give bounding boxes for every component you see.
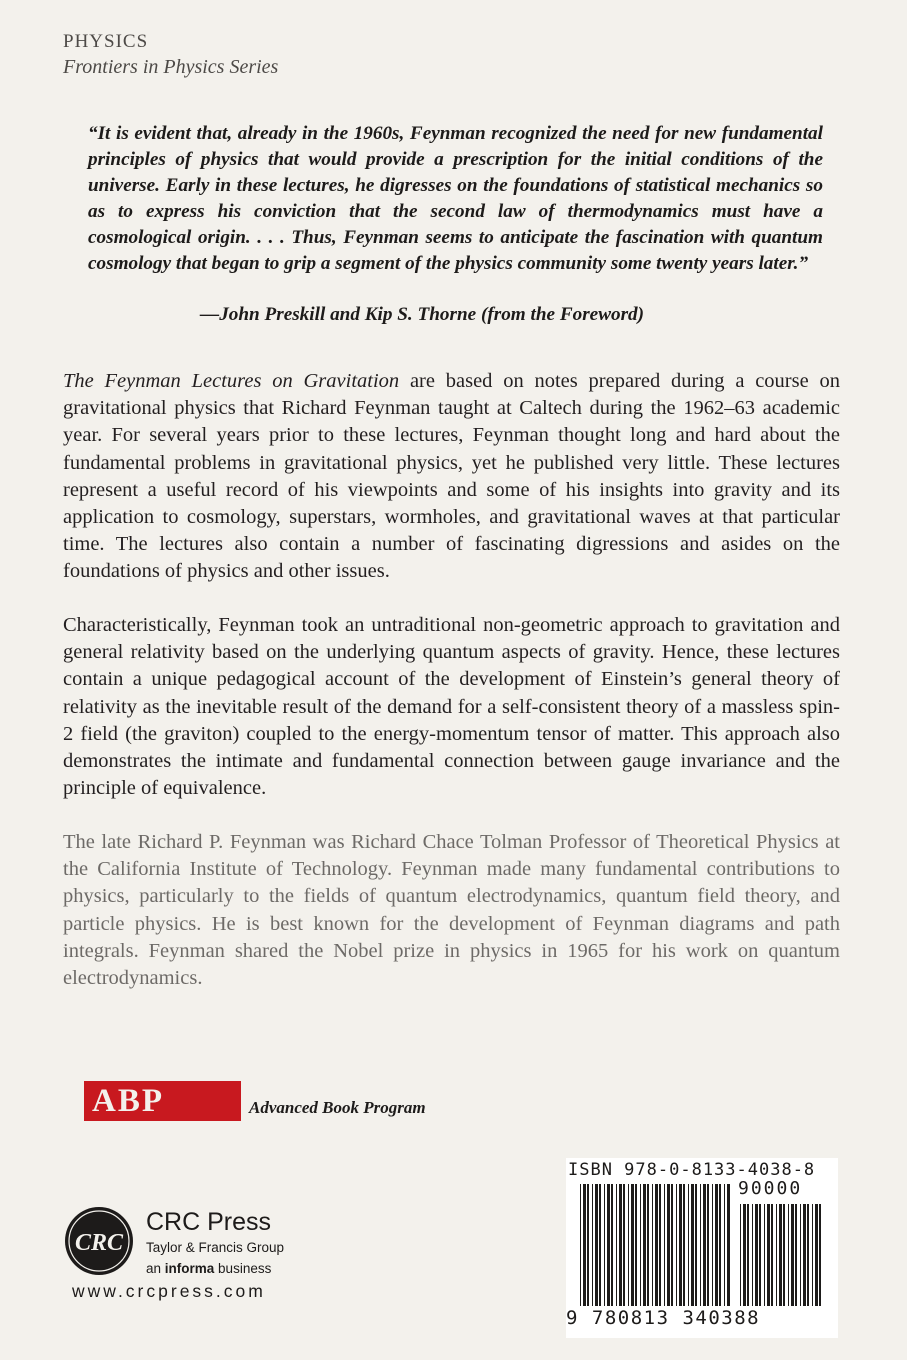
description-text-1: are based on notes prepared during a course on gravitational physics that Richard Feynman taught at Caltech during the 1962–63 academic year. For several years prior to these lectures, Feynman thought long and hard about the fundamental problems in gravitational physics, yet he published very little. These lectures represent a useful record of his viewpoints and some of his insights into gravity and its application to cosmology, superstars, wormholes, and gravitational waves at that particular time. The lectures also contain a number of fascinating digressions and asides on the foundations of physics and other issues. [63,370,840,583]
barcode-bar [688,1184,689,1306]
publisher-business [146,1261,271,1276]
barcode-bar [803,1204,806,1306]
barcode-bar [703,1184,706,1306]
barcode-bar [587,1184,589,1306]
barcode-bar [743,1204,746,1306]
book-title: The Feynman Lectures on Gravitation [63,370,400,392]
crc-logo-text: CRC [74,1230,124,1256]
abp-logo [84,1081,241,1121]
barcode-bar [776,1204,777,1306]
series-header [63,30,278,80]
barcode-bar [695,1184,697,1306]
business-suffix: business [214,1261,272,1276]
barcode-bar [719,1184,721,1306]
barcode-bar [759,1204,761,1306]
barcode-bar [635,1184,637,1306]
barcode-bar [640,1184,641,1306]
abp-label: Advanced Book Program [249,1098,426,1117]
barcode-bar [611,1184,613,1306]
crc-logo-icon [64,1206,134,1276]
barcode-bar [619,1184,622,1306]
barcode-bar [599,1184,601,1306]
barcode-bar [623,1184,625,1306]
barcode-bar [679,1184,682,1306]
barcode-bar [800,1204,801,1306]
publisher-block [64,1206,324,1316]
barcode-bar [788,1204,789,1306]
description-paragraph-1 [63,368,840,586]
barcode-bar [747,1204,749,1306]
barcode-bar [712,1184,713,1306]
barcode-bar [691,1184,694,1306]
barcode-bar [628,1184,629,1306]
barcode-bar [755,1204,758,1306]
barcode-bar [700,1184,701,1306]
publisher-group: Taylor & Francis Group [146,1240,285,1255]
quote-attribution: —John Preskill and Kip S. Thorne (from the Foreword) [200,304,645,325]
barcode-bar [664,1184,665,1306]
description-paragraph-2: Characteristically, Feynman took an untraditional non-geometric approach to gravitation and general relativity based on the underlying quantum aspects of gravity. Hence, these lectures contain a unique pedagogical account of the development of Einstein’s general theory of relativity as the inevitable result of the demand for a self-consistent theory of a massless spin-2 field (the graviton) coupled to the energy-momentum tensor of matter. This approach also demonstrates the intimate and fundamental connection between gauge invariance and the principle of equivalence. [63,614,840,800]
barcode-bar [783,1204,785,1306]
barcode-bar [676,1184,677,1306]
barcode-bar [604,1184,605,1306]
barcode-bar [767,1204,770,1306]
barcode-bar [580,1184,581,1306]
ean-digits: 9 780813 340388 [566,1307,761,1329]
publisher-name: CRC Press [146,1208,272,1236]
addon-digits: 90000 [738,1178,803,1199]
barcode-bar [764,1204,765,1306]
barcode-bar [607,1184,610,1306]
business-brand: informa [164,1261,215,1276]
barcode-bar [791,1204,794,1306]
subject-label: PHYSICS [63,31,149,52]
barcode-bar [795,1204,797,1306]
barcode-bar [715,1184,718,1306]
barcode-bar [595,1184,598,1306]
barcode-bar [671,1184,673,1306]
barcode-bar [631,1184,634,1306]
barcode-bar [583,1184,586,1306]
barcode-bar [652,1184,653,1306]
publisher-url: www.crcpress.com [72,1281,266,1301]
barcode-bar [779,1204,782,1306]
barcode-bar [812,1204,813,1306]
barcode-bar [643,1184,646,1306]
author-bio: The late Richard P. Feynman was Richard Chace Tolman Professor of Theoretical Physics at the California Institute of Technology. Feynman made many fundamental contributions to physics, particularly to the fields of quantum electrodynamics, quantum field theory, and particle physics. He is best known for the development of Feynman diagrams and path integrals. Feynman shared the Nobel prize in physics in 1965 for his work on quantum electrodynamics. [63,831,840,990]
isbn-barcode [566,1158,838,1338]
barcode-bar [707,1184,709,1306]
barcode-bar [819,1204,821,1306]
barcode-bar [647,1184,649,1306]
business-prefix: an [146,1261,165,1276]
barcode-bar [667,1184,670,1306]
series-name: Frontiers in Physics Series [63,56,279,78]
barcode-bar [752,1204,753,1306]
barcode-bar [655,1184,658,1306]
abp-logo-text: ABP [92,1083,164,1119]
barcode-bar [740,1204,741,1306]
barcode-bar [592,1184,593,1306]
barcode-bar [659,1184,661,1306]
barcode-bar [815,1204,818,1306]
barcode-bar [727,1184,730,1306]
isbn-label: ISBN 978-0-8133-4038-8 [568,1160,816,1180]
barcode-bar [771,1204,773,1306]
barcode-bar [724,1184,725,1306]
barcode-bar [807,1204,809,1306]
barcode-bar [616,1184,617,1306]
foreword-quote: “It is evident that, already in the 1960s, Feynman recognized the need for new fundamental principles of physics that would provide a prescription for the initial conditions of the universe. Early in these lectures, he digresses on the foundations of statistical mechanics so as to express his conviction that the second law of thermodynamics must have a cosmological origin. . . . Thus, Feynman seems to anticipate the fascination with quantum cosmology that began to grip a segment of the physics community some twenty years later.” [88,123,823,274]
barcode-bar [683,1184,685,1306]
